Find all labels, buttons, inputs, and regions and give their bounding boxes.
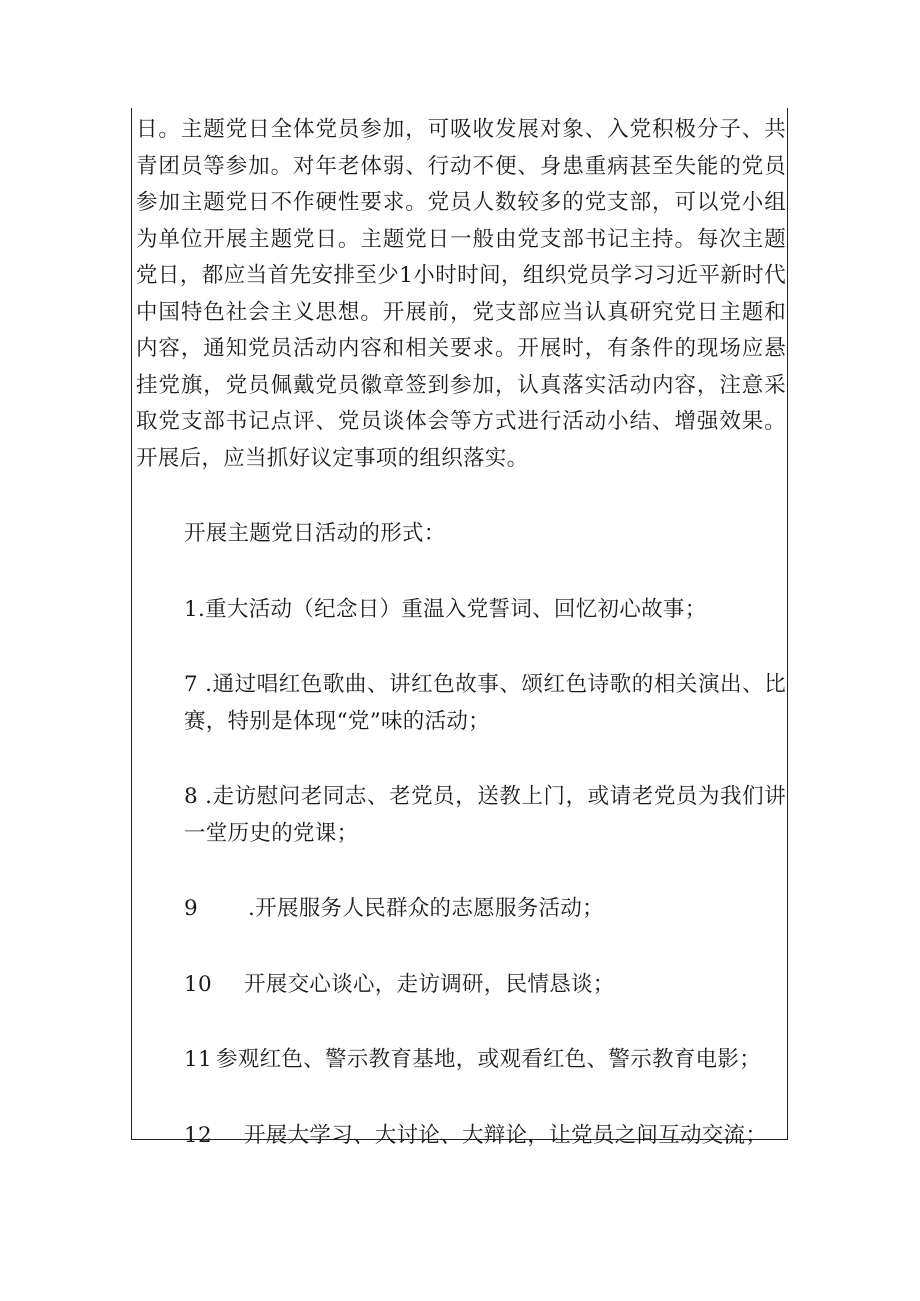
list-item xyxy=(136,891,786,928)
item-text: 开展交心谈心，走访调研，民情恳谈； xyxy=(244,971,615,997)
item-text: 参观红色、警示教育基地，或观看红色、警示教育电影； xyxy=(216,1047,762,1072)
forms-heading: 开展主题党日活动的形式： xyxy=(184,521,446,546)
item-text: 开展大学习、大讨论、大辩论，让党员之间互动交流； xyxy=(244,1122,768,1148)
item-text: 重大活动（纪念日）重温入党誓词、回忆初心故事； xyxy=(205,596,707,622)
list-item xyxy=(136,779,786,852)
item-number: 9 xyxy=(184,896,198,921)
item-number: 8 . xyxy=(184,784,213,809)
item-number: 12 xyxy=(184,1122,212,1148)
item-separator: . xyxy=(248,896,256,921)
list-item xyxy=(136,1042,786,1079)
list-item xyxy=(136,967,786,1004)
item-number: 10 xyxy=(184,971,212,997)
intro-paragraph: 日。主题党日全体党员参加，可吸收发展对象、入党积极分子、共青团员等参加。对年老体弱、行动不便、身患重病甚至失能的党员参加主题党日不作硬性要求。党员人数较多的党支部，可以党小组为单位开展主题党日。主题党日一般由党支部书记主持。每次主题党日，都应当首先安排至少1小时时间，组织党员学习习近平新时代中国特色社会主义思想。开展前，党支部应当认真研究党日主题和内容，通知党员活动内容和相关要求。开展时，有条件的现场应悬挂党旗，党员佩戴党员徽章签到参加，认真落实活动内容，注意采取党支部书记点评、党员谈体会等方式进行活动小结、增强效果。开展后，应当抓好议定事项的组织落实。 xyxy=(136,117,786,471)
item-number: 11 xyxy=(184,1047,212,1072)
list-item xyxy=(136,667,786,740)
item-number: 7 . xyxy=(184,672,213,697)
list-item xyxy=(136,592,786,629)
document-body xyxy=(136,110,786,1154)
item-text: 通过唱红色歌曲、讲红色故事、颂红色诗歌的相关演出、比赛，特别是体现“党”味的活动； xyxy=(184,672,786,734)
item-text: 开展服务人民群众的志愿服务活动； xyxy=(255,896,604,921)
item-number: 1. xyxy=(184,596,206,622)
list-item xyxy=(136,1118,786,1155)
item-text: 走访慰问老同志、老党员，送教上门，或请老党员为我们讲一堂历史的党课； xyxy=(184,784,786,846)
